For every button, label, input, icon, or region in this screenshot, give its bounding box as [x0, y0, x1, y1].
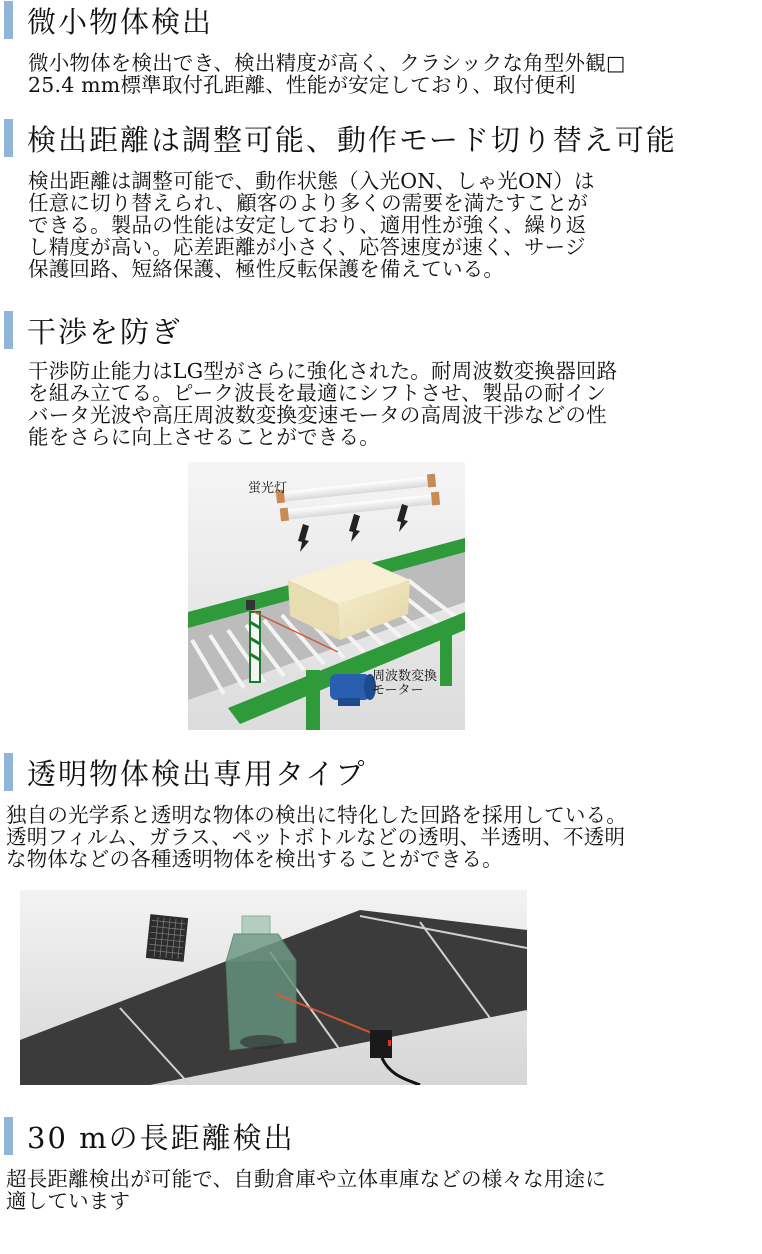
motor-label: 周波数変換 モーター [372, 669, 438, 698]
transparent-object-figure [20, 890, 527, 1085]
section-text: 検出距離は調整可能で、動作状態（入光ON、しゃ光ON）は 任意に切り替えられ、顧客のより多くの需要を満たすことが できる。製品の性能は安定しており、適用性が強く、繰り返 し精度が高い。応差距離が小さく、応答速度が速く、サージ 保護回路、短絡保護、極性反転保護を備えている。 [28, 169, 595, 281]
section-text: 超長距離検出が可能で、自動倉庫や立体車庫などの様々な用途に 適しています [6, 1167, 606, 1213]
section-heading-3 [4, 310, 182, 350]
section-heading-1 [4, 0, 213, 40]
section-title: 微小物体検出 [27, 4, 214, 39]
section-heading-2 [4, 118, 677, 158]
section-heading-5 [4, 1116, 295, 1156]
heading-accent-bar [4, 1117, 13, 1155]
section-heading-4 [4, 752, 367, 792]
conveyor-interference-figure [188, 462, 465, 730]
heading-accent-bar [4, 1, 13, 39]
heading-accent-bar [4, 311, 13, 349]
section-title: 検出距離は調整可能、動作モード切り替え可能 [27, 122, 677, 157]
heading-accent-bar [4, 753, 13, 791]
section-title: 30 mの長距離検出 [27, 1120, 295, 1155]
section-text: 独自の光学系と透明な物体の検出に特化した回路を採用している。 透明フィルム、ガラス、ペットボトルなどの透明、半透明、不透明 な物体などの各種透明物体を検出することができる。 [6, 803, 627, 871]
section-text: 微小物体を検出でき、検出精度が高く、クラシックな角型外観□ 25.4 mm標準取付孔距離、性能が安定しており、取付便利 [28, 51, 626, 97]
bottle-illustration [20, 890, 527, 1085]
section-text: 干渉防止能力はLG型がさらに強化された。耐周波数変換器回路 を組み立てる。ピーク波長を最適にシフトさせ、製品の耐イン バータ光波や高圧周波数変換変速モータの高周波干渉などの性 能をさらに向上させることができる。 [28, 359, 618, 449]
section-title: 透明物体検出専用タイプ [27, 756, 367, 791]
reflector-plate [146, 914, 188, 962]
heading-accent-bar [4, 119, 13, 157]
section-title: 干渉を防ぎ [27, 314, 183, 349]
lamp-label: 蛍光灯 [248, 481, 288, 496]
